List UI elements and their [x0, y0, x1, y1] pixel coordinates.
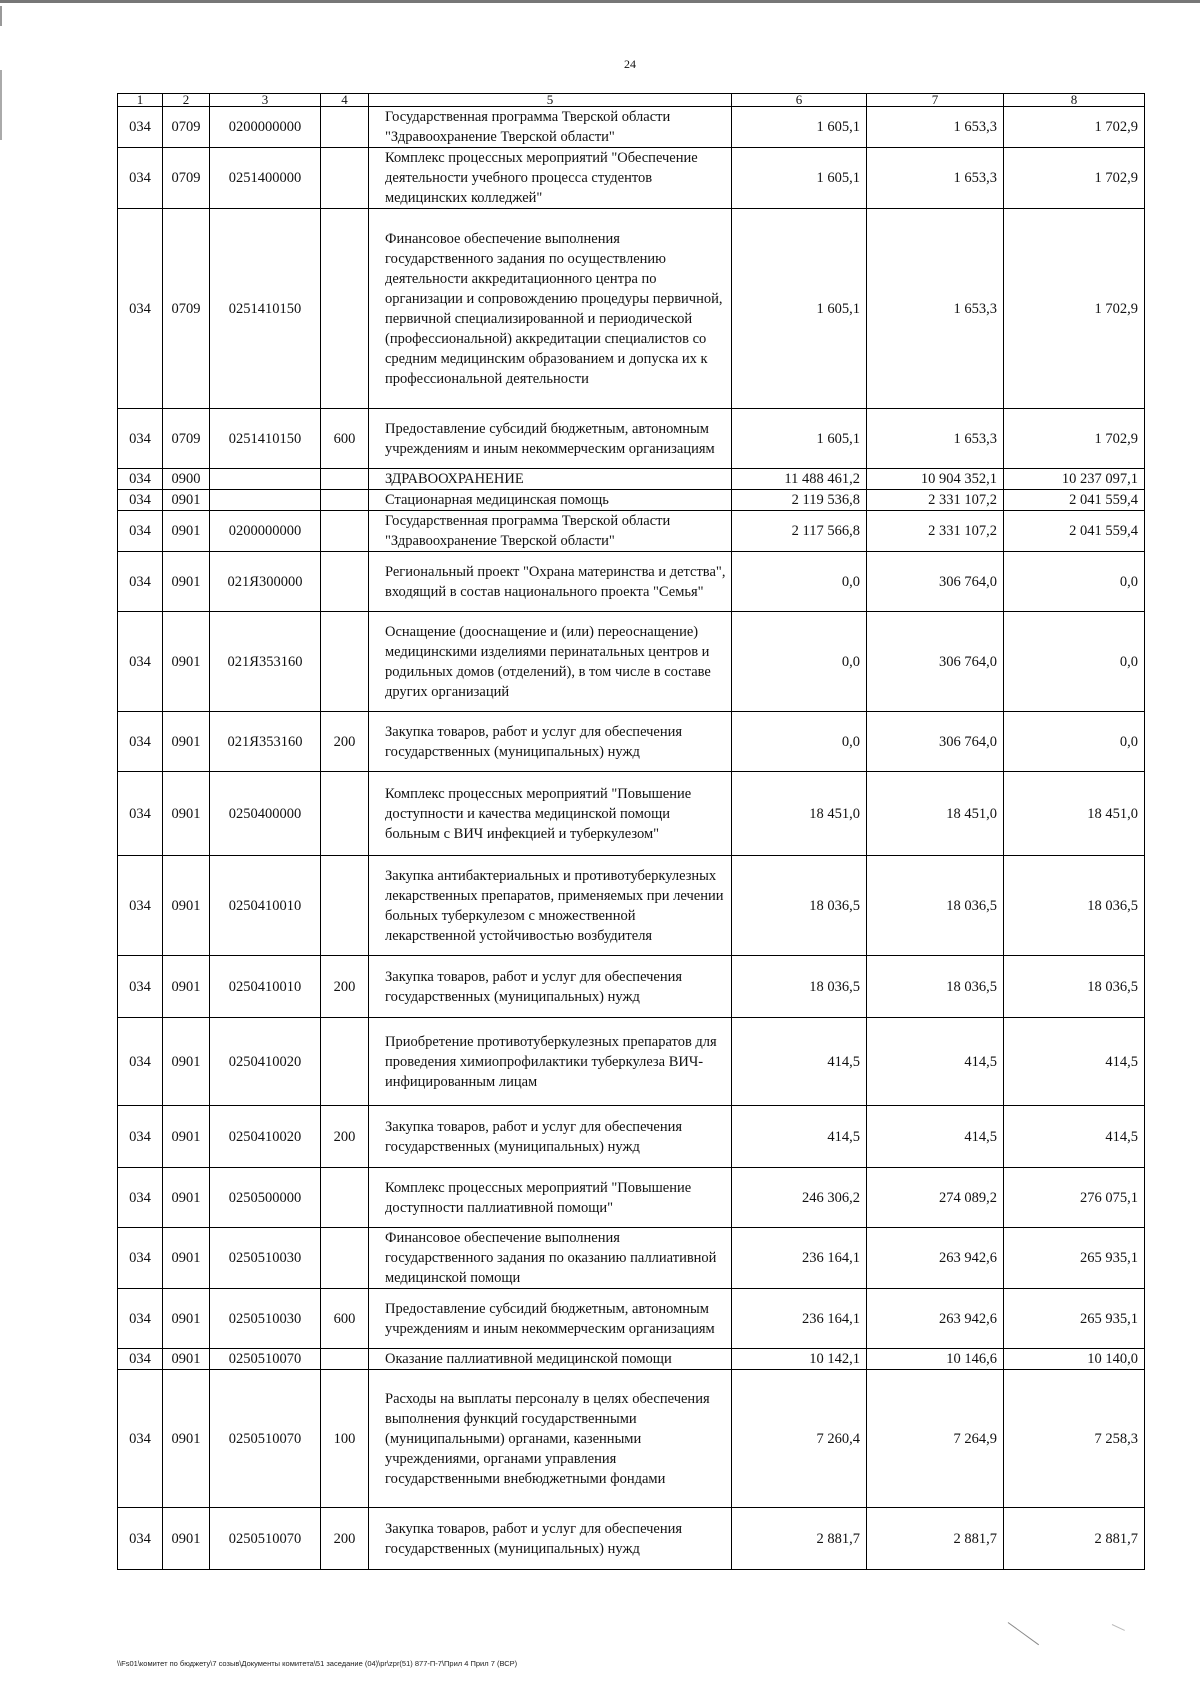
page-number: 24 — [624, 57, 636, 71]
table-row — [118, 209, 1145, 409]
cell-description: Оказание паллиативной медицинской помощи — [369, 1349, 732, 1370]
header-cell-col8: 8 — [1004, 94, 1145, 107]
cell-description: Закупка товаров, работ и услуг для обеспечения государственных (муниципальных) нужд — [369, 956, 732, 1018]
cell-amount-col6: 0,0 — [732, 552, 867, 612]
cell-description: Закупка товаров, работ и услуг для обеспечения государственных (муниципальных) нужд — [369, 1106, 732, 1168]
cell-section-code: 0901 — [163, 1168, 210, 1228]
cell-amount-col7: 2 881,7 — [867, 1508, 1004, 1570]
cell-description: Закупка антибактериальных и противотуберкулезных лекарственных препаратов, применяемых при лечении больных туберкулезом с множественной лекарственной устойчивостью возбудителя — [369, 856, 732, 956]
cell-description: Стационарная медицинская помощь — [369, 490, 732, 511]
cell-amount-col8: 1 702,9 — [1004, 107, 1145, 148]
cell-section-code: 0900 — [163, 469, 210, 490]
cell-description: Оснащение (дооснащение и (или) переоснащение) медицинскими изделиями перинатальных центров и родильных домов (отделений), в том числе в составе других организаций — [369, 612, 732, 712]
header-cell-col7: 7 — [867, 94, 1004, 107]
cell-amount-col8: 10 140,0 — [1004, 1349, 1145, 1370]
cell-description: Финансовое обеспечение выполнения государственного задания по осуществлению деятельности аккредитационного центра по организации и сопровождению процедуры первичной, первичной специализированной и периодической (профессиональной) аккредитации специалистов со средним медицинским образованием и допуска их к профессиональной деятельности — [369, 209, 732, 409]
cell-description: Комплекс процессных мероприятий "Повышение доступности паллиативной помощи" — [369, 1168, 732, 1228]
cell-section-code: 0901 — [163, 1018, 210, 1106]
cell-expense-type-code — [321, 1349, 369, 1370]
table-row — [118, 1228, 1145, 1289]
cell-target-code — [210, 469, 321, 490]
cell-description: Государственная программа Тверской области "Здравоохранение Тверской области" — [369, 511, 732, 552]
table-row — [118, 1168, 1145, 1228]
table-row — [118, 490, 1145, 511]
table-row — [118, 1349, 1145, 1370]
cell-section-code: 0901 — [163, 1228, 210, 1289]
cell-section-code: 0709 — [163, 148, 210, 209]
cell-expense-type-code — [321, 490, 369, 511]
cell-description: Закупка товаров, работ и услуг для обеспечения государственных (муниципальных) нужд — [369, 712, 732, 772]
cell-target-code: 0250510070 — [210, 1370, 321, 1508]
cell-amount-col7: 306 764,0 — [867, 712, 1004, 772]
table-header-row — [118, 94, 1145, 107]
cell-admin-code: 034 — [118, 1228, 163, 1289]
table-row — [118, 469, 1145, 490]
cell-amount-col8: 1 702,9 — [1004, 209, 1145, 409]
header-cell-col5: 5 — [369, 94, 732, 107]
cell-amount-col7: 1 653,3 — [867, 148, 1004, 209]
cell-admin-code: 034 — [118, 511, 163, 552]
cell-amount-col6: 1 605,1 — [732, 209, 867, 409]
cell-section-code: 0901 — [163, 956, 210, 1018]
cell-section-code: 0901 — [163, 1289, 210, 1349]
cell-admin-code: 034 — [118, 956, 163, 1018]
cell-section-code: 0901 — [163, 612, 210, 712]
cell-description: Комплекс процессных мероприятий "Обеспечение деятельности учебного процесса студентов медицинских колледжей" — [369, 148, 732, 209]
cell-admin-code: 034 — [118, 490, 163, 511]
cell-amount-col8: 414,5 — [1004, 1106, 1145, 1168]
cell-amount-col7: 10 146,6 — [867, 1349, 1004, 1370]
cell-target-code: 0250510030 — [210, 1228, 321, 1289]
cell-description: Приобретение противотуберкулезных препаратов для проведения химиопрофилактики туберкулеза ВИЧ-инфицированным лицам — [369, 1018, 732, 1106]
table-row — [118, 1289, 1145, 1349]
cell-amount-col6: 18 036,5 — [732, 956, 867, 1018]
cell-expense-type-code — [321, 148, 369, 209]
cell-admin-code: 034 — [118, 409, 163, 469]
cell-amount-col6: 1 605,1 — [732, 148, 867, 209]
cell-expense-type-code: 600 — [321, 409, 369, 469]
cell-amount-col6: 0,0 — [732, 712, 867, 772]
cell-section-code: 0901 — [163, 552, 210, 612]
cell-amount-col8: 2 041 559,4 — [1004, 490, 1145, 511]
table-row — [118, 856, 1145, 956]
scan-top-edge — [0, 0, 1200, 3]
cell-amount-col6: 414,5 — [732, 1106, 867, 1168]
cell-description: Комплекс процессных мероприятий "Повышение доступности и качества медицинской помощи больным с ВИЧ инфекцией и туберкулезом" — [369, 772, 732, 856]
cell-admin-code: 034 — [118, 469, 163, 490]
table-row — [118, 1018, 1145, 1106]
cell-section-code: 0901 — [163, 511, 210, 552]
header-cell-col3: 3 — [210, 94, 321, 107]
cell-description: Государственная программа Тверской области "Здравоохранение Тверской области" — [369, 107, 732, 148]
scan-pen-mark — [1008, 1622, 1039, 1645]
table-row — [118, 956, 1145, 1018]
cell-admin-code: 034 — [118, 552, 163, 612]
cell-target-code: 0250410020 — [210, 1106, 321, 1168]
header-cell-col4: 4 — [321, 94, 369, 107]
cell-expense-type-code: 600 — [321, 1289, 369, 1349]
cell-expense-type-code — [321, 1168, 369, 1228]
cell-description: Финансовое обеспечение выполнения государственного задания по оказанию паллиативной медицинской помощи — [369, 1228, 732, 1289]
cell-expense-type-code: 200 — [321, 712, 369, 772]
cell-amount-col8: 0,0 — [1004, 712, 1145, 772]
cell-amount-col7: 18 036,5 — [867, 856, 1004, 956]
cell-section-code: 0901 — [163, 1508, 210, 1570]
cell-amount-col7: 10 904 352,1 — [867, 469, 1004, 490]
cell-admin-code: 034 — [118, 1106, 163, 1168]
cell-amount-col6: 2 117 566,8 — [732, 511, 867, 552]
cell-amount-col6: 1 605,1 — [732, 107, 867, 148]
cell-expense-type-code — [321, 772, 369, 856]
cell-admin-code: 034 — [118, 856, 163, 956]
cell-section-code: 0901 — [163, 856, 210, 956]
cell-expense-type-code — [321, 856, 369, 956]
cell-amount-col8: 414,5 — [1004, 1018, 1145, 1106]
cell-admin-code: 034 — [118, 1289, 163, 1349]
table-row — [118, 409, 1145, 469]
cell-section-code: 0709 — [163, 107, 210, 148]
cell-amount-col6: 18 451,0 — [732, 772, 867, 856]
cell-amount-col7: 306 764,0 — [867, 612, 1004, 712]
cell-expense-type-code: 200 — [321, 1508, 369, 1570]
cell-expense-type-code — [321, 209, 369, 409]
cell-target-code: 0250410010 — [210, 956, 321, 1018]
table-row — [118, 148, 1145, 209]
cell-section-code: 0709 — [163, 409, 210, 469]
cell-amount-col7: 1 653,3 — [867, 209, 1004, 409]
table-row — [118, 511, 1145, 552]
header-cell-col6: 6 — [732, 94, 867, 107]
cell-admin-code: 034 — [118, 772, 163, 856]
cell-amount-col8: 10 237 097,1 — [1004, 469, 1145, 490]
cell-admin-code: 034 — [118, 107, 163, 148]
cell-amount-col7: 1 653,3 — [867, 107, 1004, 148]
cell-amount-col6: 18 036,5 — [732, 856, 867, 956]
cell-amount-col6: 246 306,2 — [732, 1168, 867, 1228]
cell-amount-col8: 18 451,0 — [1004, 772, 1145, 856]
cell-target-code: 0200000000 — [210, 511, 321, 552]
cell-admin-code: 034 — [118, 209, 163, 409]
cell-description: Расходы на выплаты персоналу в целях обеспечения выполнения функций государственными (муниципальными) органами, казенными учреждениями, органами управления государственными внебюджетными фондами — [369, 1370, 732, 1508]
cell-amount-col7: 414,5 — [867, 1106, 1004, 1168]
cell-amount-col8: 0,0 — [1004, 612, 1145, 712]
table-row — [118, 612, 1145, 712]
cell-amount-col6: 2 119 536,8 — [732, 490, 867, 511]
cell-target-code: 0250510070 — [210, 1349, 321, 1370]
cell-amount-col6: 0,0 — [732, 612, 867, 712]
cell-target-code: 0250410010 — [210, 856, 321, 956]
cell-description: Закупка товаров, работ и услуг для обеспечения государственных (муниципальных) нужд — [369, 1508, 732, 1570]
cell-target-code: 0250510030 — [210, 1289, 321, 1349]
cell-target-code: 021Я353160 — [210, 712, 321, 772]
cell-section-code: 0901 — [163, 1370, 210, 1508]
cell-amount-col7: 263 942,6 — [867, 1289, 1004, 1349]
budget-table — [117, 93, 1145, 1570]
cell-target-code: 021Я300000 — [210, 552, 321, 612]
cell-amount-col8: 7 258,3 — [1004, 1370, 1145, 1508]
cell-expense-type-code — [321, 1018, 369, 1106]
cell-section-code: 0709 — [163, 209, 210, 409]
table-row — [118, 1508, 1145, 1570]
cell-admin-code: 034 — [118, 712, 163, 772]
cell-target-code: 0200000000 — [210, 107, 321, 148]
cell-expense-type-code — [321, 511, 369, 552]
cell-section-code: 0901 — [163, 772, 210, 856]
cell-description: ЗДРАВООХРАНЕНИЕ — [369, 469, 732, 490]
table-row — [118, 772, 1145, 856]
cell-expense-type-code — [321, 107, 369, 148]
cell-target-code: 021Я353160 — [210, 612, 321, 712]
cell-amount-col8: 2 041 559,4 — [1004, 511, 1145, 552]
cell-target-code: 0250410020 — [210, 1018, 321, 1106]
cell-target-code: 0250400000 — [210, 772, 321, 856]
cell-amount-col7: 2 331 107,2 — [867, 511, 1004, 552]
cell-amount-col8: 1 702,9 — [1004, 148, 1145, 209]
cell-description: Предоставление субсидий бюджетным, автономным учреждениям и иным некоммерческим организациям — [369, 409, 732, 469]
cell-amount-col7: 7 264,9 — [867, 1370, 1004, 1508]
cell-amount-col6: 11 488 461,2 — [732, 469, 867, 490]
cell-amount-col7: 18 451,0 — [867, 772, 1004, 856]
cell-section-code: 0901 — [163, 490, 210, 511]
cell-amount-col8: 265 935,1 — [1004, 1289, 1145, 1349]
table-row — [118, 712, 1145, 772]
cell-amount-col7: 414,5 — [867, 1018, 1004, 1106]
cell-amount-col8: 1 702,9 — [1004, 409, 1145, 469]
cell-amount-col6: 236 164,1 — [732, 1289, 867, 1349]
cell-target-code: 0251410150 — [210, 409, 321, 469]
cell-amount-col7: 1 653,3 — [867, 409, 1004, 469]
cell-description: Предоставление субсидий бюджетным, автономным учреждениям и иным некоммерческим организациям — [369, 1289, 732, 1349]
table-row — [118, 1106, 1145, 1168]
cell-amount-col6: 1 605,1 — [732, 409, 867, 469]
cell-admin-code: 034 — [118, 1018, 163, 1106]
cell-amount-col8: 2 881,7 — [1004, 1508, 1145, 1570]
cell-expense-type-code: 200 — [321, 956, 369, 1018]
scan-pen-mark — [1112, 1624, 1125, 1631]
cell-amount-col6: 2 881,7 — [732, 1508, 867, 1570]
cell-admin-code: 034 — [118, 1349, 163, 1370]
cell-expense-type-code — [321, 1228, 369, 1289]
table-row — [118, 1370, 1145, 1508]
cell-description: Региональный проект "Охрана материнства и детства", входящий в состав национального проекта "Семья" — [369, 552, 732, 612]
cell-amount-col6: 7 260,4 — [732, 1370, 867, 1508]
scan-left-edge-mark — [0, 6, 2, 26]
cell-admin-code: 034 — [118, 1370, 163, 1508]
cell-target-code — [210, 490, 321, 511]
cell-amount-col8: 18 036,5 — [1004, 856, 1145, 956]
cell-admin-code: 034 — [118, 148, 163, 209]
scan-left-edge-mark — [0, 70, 2, 140]
cell-expense-type-code: 200 — [321, 1106, 369, 1168]
cell-amount-col6: 414,5 — [732, 1018, 867, 1106]
cell-target-code: 0250500000 — [210, 1168, 321, 1228]
cell-admin-code: 034 — [118, 1168, 163, 1228]
cell-amount-col8: 276 075,1 — [1004, 1168, 1145, 1228]
cell-amount-col7: 2 331 107,2 — [867, 490, 1004, 511]
header-cell-col2: 2 — [163, 94, 210, 107]
cell-target-code: 0251410150 — [210, 209, 321, 409]
cell-expense-type-code — [321, 552, 369, 612]
cell-target-code: 0251400000 — [210, 148, 321, 209]
budget-table-body — [118, 94, 1145, 1570]
cell-target-code: 0250510070 — [210, 1508, 321, 1570]
cell-section-code: 0901 — [163, 712, 210, 772]
cell-expense-type-code — [321, 469, 369, 490]
cell-amount-col7: 306 764,0 — [867, 552, 1004, 612]
cell-amount-col7: 18 036,5 — [867, 956, 1004, 1018]
cell-expense-type-code — [321, 612, 369, 712]
cell-amount-col8: 18 036,5 — [1004, 956, 1145, 1018]
cell-amount-col8: 0,0 — [1004, 552, 1145, 612]
cell-expense-type-code: 100 — [321, 1370, 369, 1508]
table-row — [118, 107, 1145, 148]
cell-amount-col6: 10 142,1 — [732, 1349, 867, 1370]
cell-amount-col8: 265 935,1 — [1004, 1228, 1145, 1289]
cell-section-code: 0901 — [163, 1106, 210, 1168]
cell-admin-code: 034 — [118, 1508, 163, 1570]
cell-amount-col7: 263 942,6 — [867, 1228, 1004, 1289]
cell-amount-col7: 274 089,2 — [867, 1168, 1004, 1228]
footer-file-path: \\Fs01\комитет по бюджету\7 созыв\Документы комитета\51 заседание (04)\pr\zpr(51) 877-П-7\Прил 4 Прил 7 (ВСР) — [117, 1659, 518, 1668]
header-cell-col1: 1 — [118, 94, 163, 107]
cell-amount-col6: 236 164,1 — [732, 1228, 867, 1289]
table-row — [118, 552, 1145, 612]
cell-section-code: 0901 — [163, 1349, 210, 1370]
cell-admin-code: 034 — [118, 612, 163, 712]
